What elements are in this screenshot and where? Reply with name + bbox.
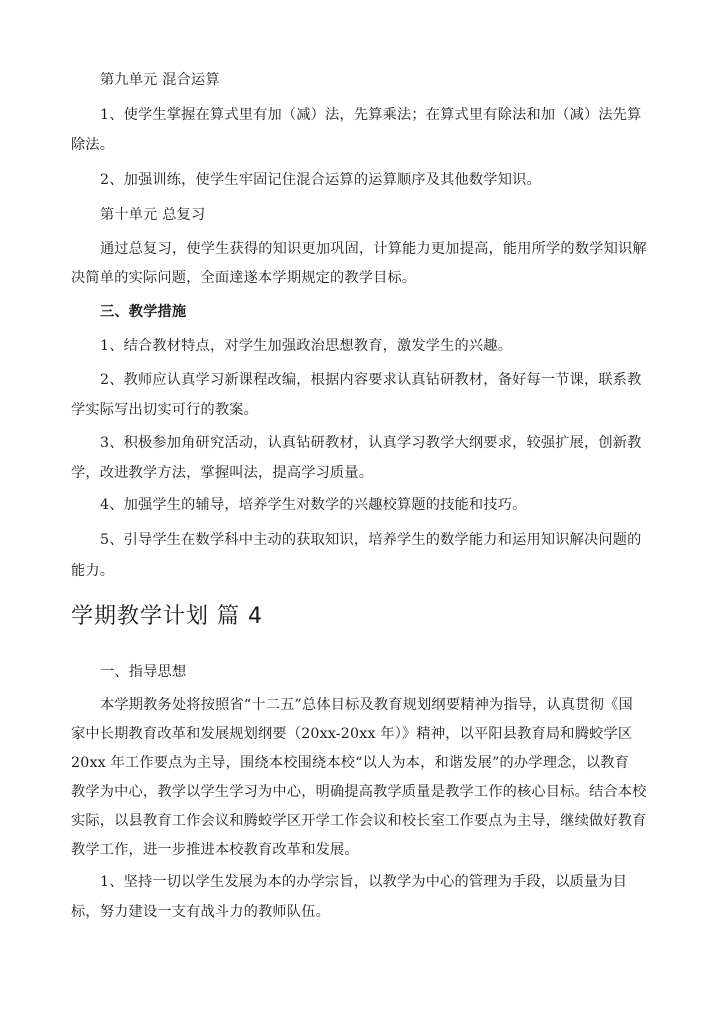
unit9-paragraph-1-line-2: 除法。	[71, 137, 115, 153]
measure-2-line-1: 2、教师应认真学习新课程改编，根据内容要求认真钻研教材，备好每一节课，联系教	[100, 372, 642, 388]
measures-heading: 三、教学措施	[100, 304, 187, 320]
measure-2-line-2: 学实际写出切实可行的教案。	[71, 402, 259, 418]
measure-5-line-2: 能力。	[71, 563, 115, 579]
unit10-title: 第十单元 总复习	[100, 207, 206, 223]
guide-heading: 一、指导思想	[100, 664, 187, 680]
measure-3-line-1: 3、积极参加角研究活动，认真钻研教材，认真学习教学大纲要求，较强扩展，创新教	[100, 435, 642, 451]
guide-line-1: 本学期教务处将按照省“十二五”总体目标及教育规划纲要精神为指导，认真贯彻《国	[100, 697, 633, 713]
guide-line-6: 教学工作，进一步推进本校教育改革和发展。	[71, 842, 359, 858]
unit9-paragraph-2: 2、加强训练，使学生牢固记住混合运算的运算顺序及其他数学知识。	[100, 172, 541, 188]
unit10-paragraph-line-2: 决简单的实际问题，全面達遂本学期规定的教学目标。	[71, 270, 417, 286]
guide-line-4: 教学为中心，教学以学生学习为中心，明确提高教学质量是教学工作的核心目标。结合本校	[71, 784, 647, 800]
guide-line-5: 实际，以县教育工作会议和腾蛟学区开学工作会议和校长室工作要点为主导，继续做好教育	[71, 813, 647, 829]
measure-5-line-1: 5、引导学生在数学科中主动的获取知识，培养学生的数学能力和运用知识解决问题的	[100, 532, 642, 548]
point-1-line-2: 标，努力建设一支有战斗力的教师队伍。	[71, 904, 330, 920]
measure-3-line-2: 学，改进教学方法，掌握叫法，提高学习质量。	[71, 465, 374, 481]
guide-line-2: 家中长期教育改革和发展规划纲要（20xx-20xx 年）》精神，以平阳县教育局和腾蛟学区	[71, 726, 633, 742]
unit9-title: 第九单元 混合运算	[100, 72, 220, 88]
measure-4: 4、加强学生的辅导，培养学生对数学的兴趣校算题的技能和技巧。	[100, 497, 527, 513]
unit9-paragraph-1-line-1: 1、使学生掌握在算式里有加（减）法，先算乘法；在算式里有除法和加（减）法先算	[100, 107, 642, 123]
guide-line-3: 20xx 年工作要点为主导，围绕本校围绕本校“以人为本，和谐发展”的办学理念，以教育	[71, 755, 630, 771]
section-4-title: 学期教学计划 篇 4	[71, 604, 263, 629]
point-1-line-1: 1、坚持一切以学生发展为本的办学宗旨，以教学为中心的管理为手段，以质量为目	[100, 874, 628, 890]
unit10-paragraph-line-1: 通过总复习，使学生获得的知识更加巩固，计算能力更加提高，能用所学的数学知识解	[100, 241, 647, 257]
measure-1: 1、结合教材特点，对学生加强政治思想教育，激发学生的兴趣。	[100, 338, 513, 354]
